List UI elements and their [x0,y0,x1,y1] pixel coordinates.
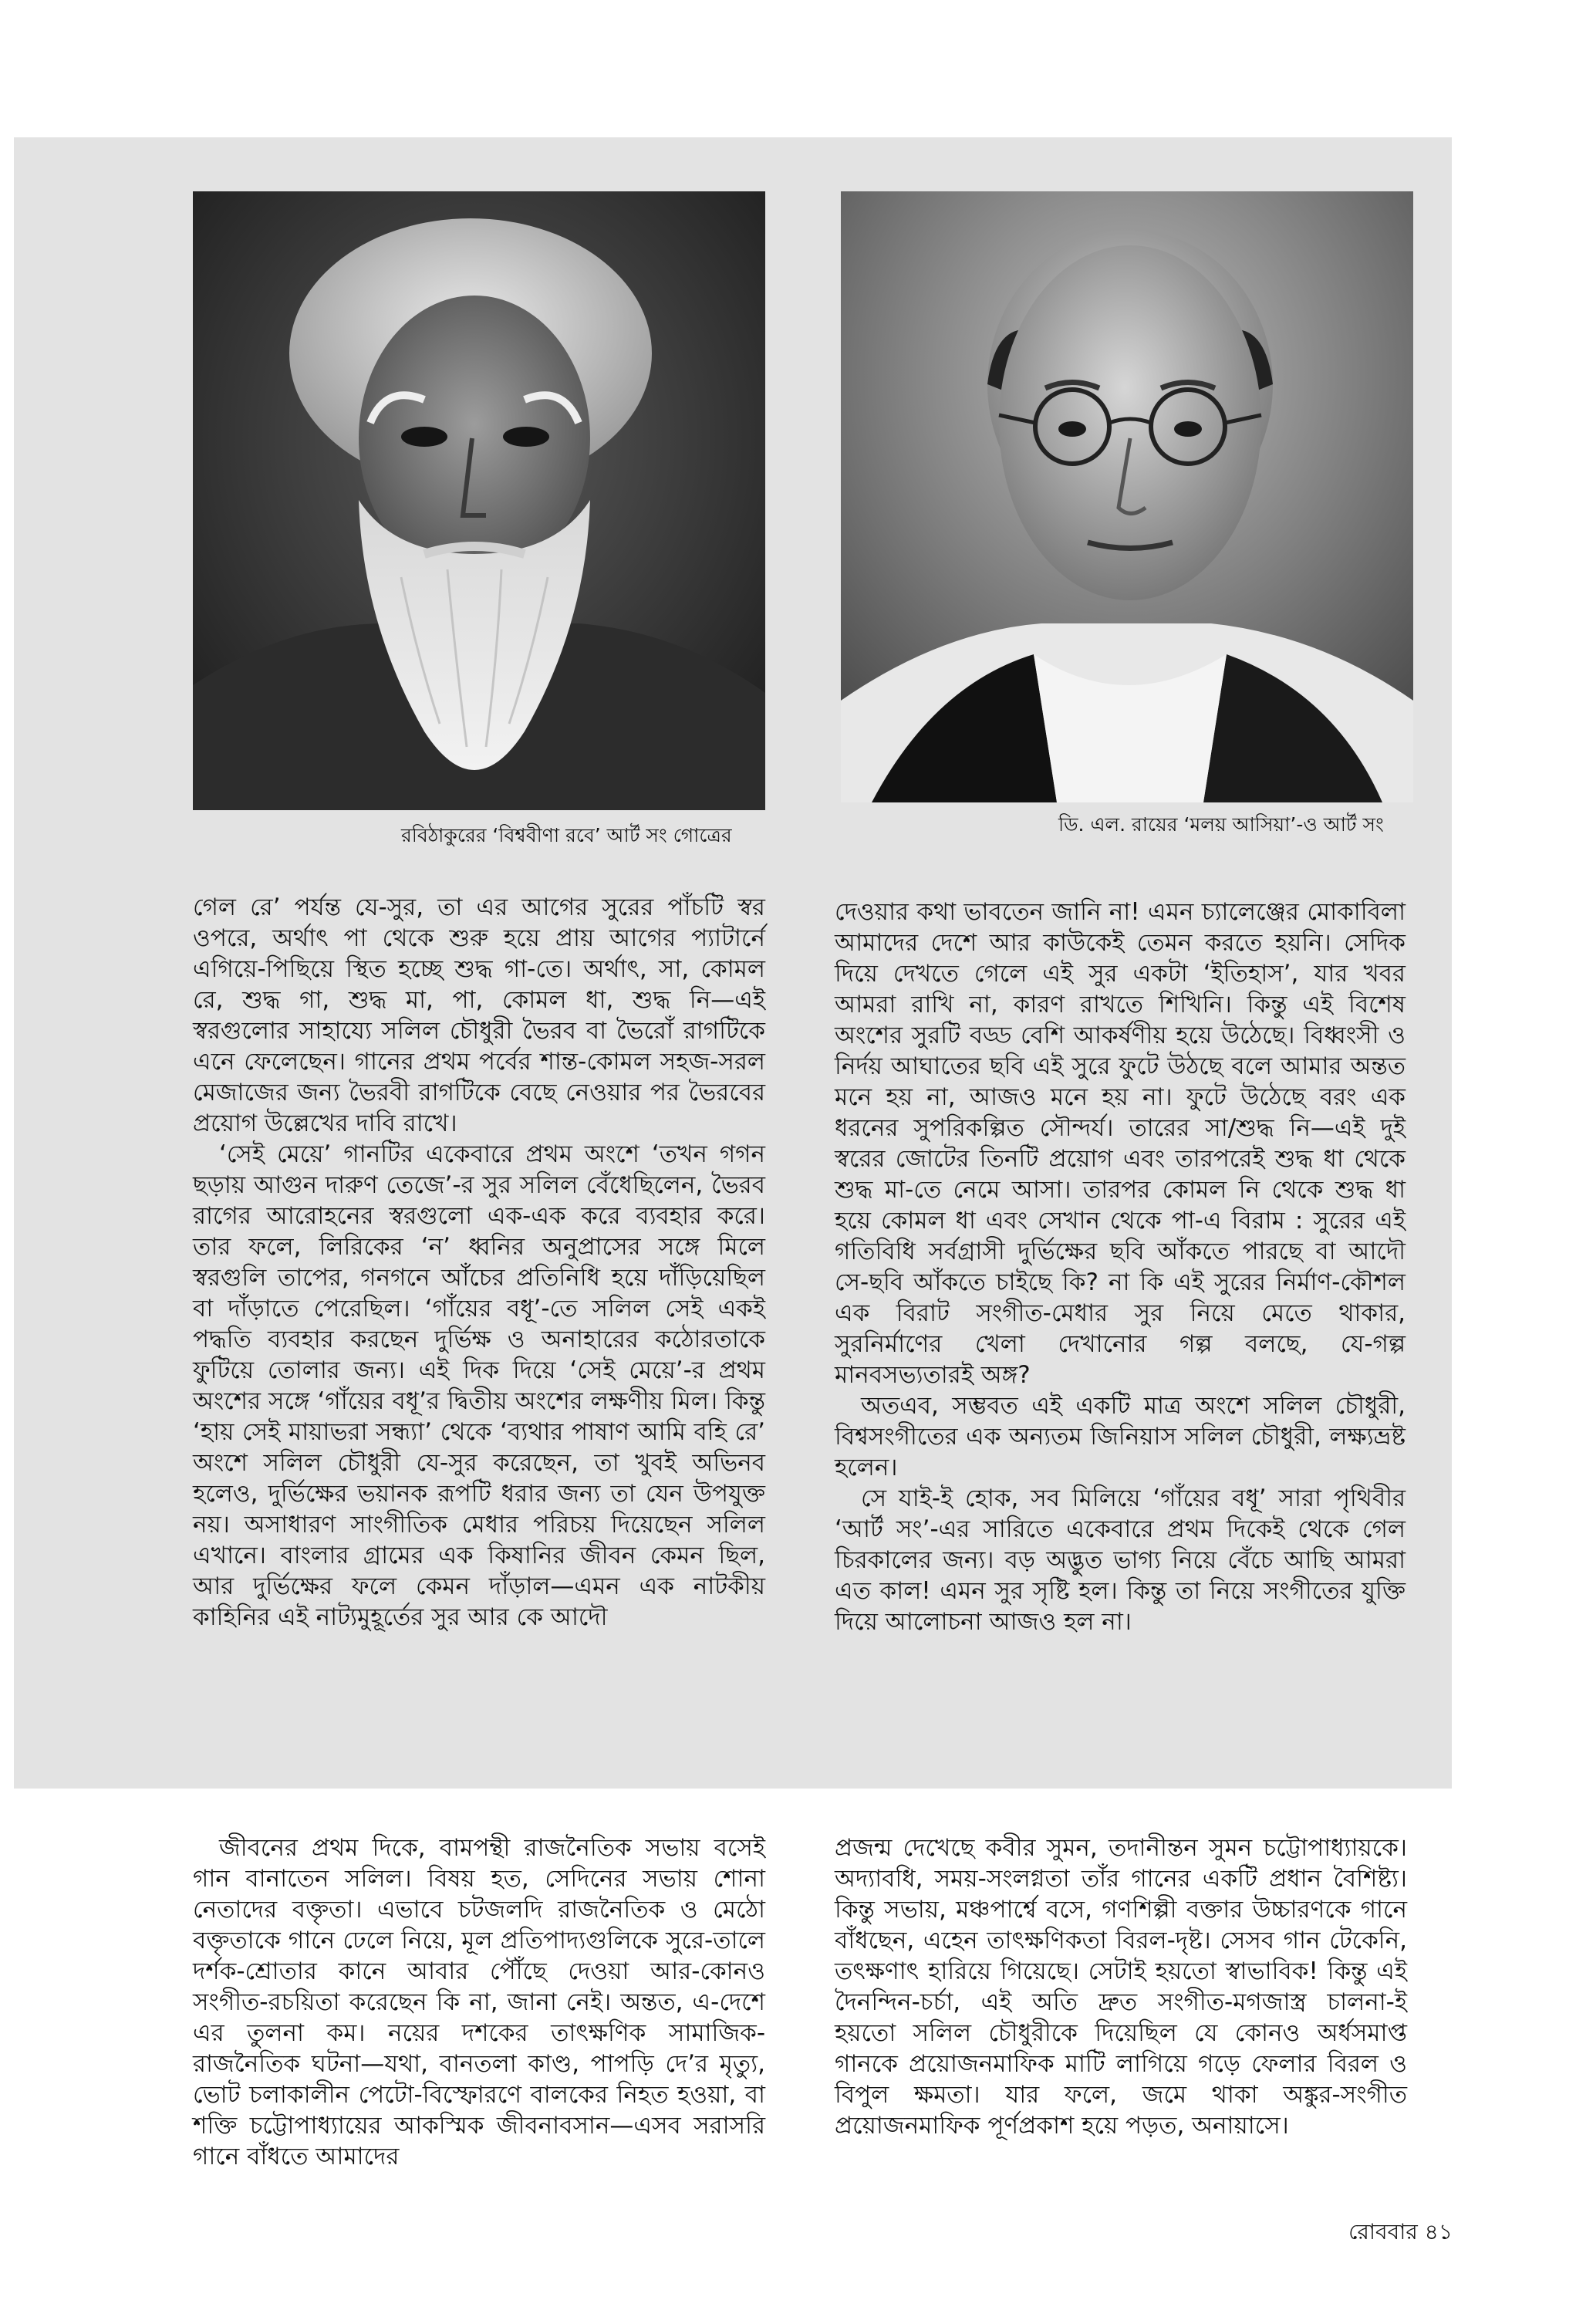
portrait-photo-right [841,191,1413,802]
paragraph: সে যাই-ই হোক, সব মিলিয়ে ‘গাঁয়ের বধূ’ সারা পৃথিবীর ‘আর্ট সং’-এর সারিতে একেবারে প্রথম দিকেই থেকে গেল চিরকালের জন্য। বড় অদ্ভুত ভাগ্য নিয়ে বেঁচে আছি আমরা এত কাল! এমন সুর সৃষ্টি হল। কিন্তু তা নিয়ে সংগীতের যুক্তি দিয়ে আলোচনা আজও হল না। [835,1485,1406,1636]
magazine-name: রোববার [1348,2219,1418,2245]
photo-caption-right: ডি. এল. রায়ের ‘মলয় আসিয়া’-ও আর্ট সং [1058,813,1384,836]
paragraph: জীবনের প্রথম দিকে, বামপন্থী রাজনৈতিক সভায় বসেই গান বানাতেন সলিল। বিষয় হত, সেদিনের সভায় শোনা নেতাদের বক্তৃতা। এভাবে চটজলদি রাজনৈতিক ও মেঠো বক্তৃতাকে গানে ঢেলে নিয়ে, মূল প্রতিপাদ্যগুলিকে সুরে-তালে দর্শক-শ্রোতার কানে আবার পৌঁছে দেওয়া আর-কোনও সংগীত-রচয়িতা করেছেন কি না, জানা নেই। অন্তত, এ-দেশে এর তুলনা কম। নয়ের দশকের তাৎক্ষণিক সামাজিক-রাজনৈতিক ঘটনা—যথা, বানতলা কাণ্ড, পাপড়ি দে’র মৃত্যু, ভোট চলাকালীন পেটো-বিস্ফোরণে বালকের নিহত হওয়া, বা শক্তি চট্টোপাধ্যায়ের আকস্মিক জীবনাবসান—এসব সরাসরি গানে বাঁধতে আমাদের [193,1834,765,2170]
page-number: ৪১ [1424,2219,1453,2245]
portrait-photo-left [193,191,765,810]
paragraph: অতএব, সম্ভবত এই একটি মাত্র অংশে সলিল চৌধুরী, বিশ্বসংগীতের এক অন্যতম জিনিয়াস সলিল চৌধুরী, লক্ষ্যভ্রষ্ট হলেন। [835,1392,1406,1481]
page-footer [1348,2219,1453,2245]
portrait-illustration-right [841,191,1413,802]
article-column-grey-left [193,892,765,1633]
paragraph: দেওয়ার কথা ভাবতেন জানি না! এমন চ্যালেঞ্জের মোকাবিলা আমাদের দেশে আর কাউকেই তেমন করতে হয়নি। সেদিক দিয়ে দেখতে গেলে এই সুর একটা ‘ইতিহাস’, যার খবর আমরা রাখি না, কারণ রাখতে শিখিনি। কিন্তু এই বিশেষ অংশের সুরটি বড্ড বেশি আকর্ষণীয় হয়ে উঠেছে। বিধ্বংসী ও নির্দয় আঘাতের ছবি এই সুরে ফুটে উঠছে বলে আমার অন্তত মনে হয় না, আজও মনে হয় না। ফুটে উঠেছে বরং এক ধরনের সুপরিকল্পিত সৌন্দর্য। তারের সা/শুদ্ধ নি—এই দুই স্বরের জোটের তিনটি প্রয়োগ এবং তারপরেই শুদ্ধ ধা থেকে শুদ্ধ মা-তে নেমে আসা। তারপর কোমল নি থেকে শুদ্ধ ধা হয়ে কোমল ধা এবং সেখান থেকে পা-এ বিরাম : সুরের এই গতিবিধি সর্বগ্রাসী দুর্ভিক্ষের ছবি আঁকতে পারছে বা আদৌ সে-ছবি আঁকতে চাইছে কি? না কি এই সুরের নির্মাণ-কৌশল এক বিরাট সংগীত-মেধার সুর নিয়ে মেতে থাকার, সুরনির্মাণের খেলা দেখানোর গল্প বলছে, যে-গল্প মানবসভ্যতারই অঙ্গ? [835,898,1406,1389]
paragraph: প্রজন্ম দেখেছে কবীর সুমন, তদানীন্তন সুমন চট্টোপাধ্যায়কে। অদ্যাবধি, সময়-সংলগ্নতা তাঁর গানের একটি প্রধান বৈশিষ্ট্য। কিন্তু সভায়, মঞ্চপার্শ্বে বসে, গণশিল্পী বক্তার উচ্চারণকে গানে বাঁধছেন, এহেন তাৎক্ষণিকতা বিরল-দৃষ্ট। সেসব গান টেকেনি, তৎক্ষণাৎ হারিয়ে গিয়েছে। সেটাই হয়তো স্বাভাবিক! কিন্তু এই দৈনন্দিন-চর্চা, এই অতি দ্রুত সংগীত-মগজাস্ত্র চালনা-ই হয়তো সলিল চৌধুরীকে দিয়েছিল যে কোনও অর্ধসমাপ্ত গানকে প্রয়োজনমাফিক মাটি লাগিয়ে গড়ে ফেলার বিরল ও বিপুল ক্ষমতা। যার ফলে, জমে থাকা অঙ্কুর-সংগীত প্রয়োজনমাফিক পূর্ণপ্রকাশ হয়ে পড়ত, অনায়াসে। [835,1834,1407,2140]
article-column-bottom-left [193,1833,765,2172]
article-column-grey-right [835,897,1406,1637]
photo-caption-left: রবিঠাকুরের ‘বিশ্ববীণা রবে’ আর্ট সং গোত্রের [401,824,732,846]
portrait-illustration-left [193,191,765,810]
paragraph: গেল রে’ পর্যন্ত যে-সুর, তা এর আগের সুরের পাঁচটি স্বর ওপরে, অর্থাৎ পা থেকে শুরু হয়ে প্রায় আগের প্যাটার্নে এগিয়ে-পিছিয়ে স্থিত হচ্ছে শুদ্ধ গা-তে। অর্থাৎ, সা, কোমল রে, শুদ্ধ গা, শুদ্ধ মা, পা, কোমল ধা, শুদ্ধ নি—এই স্বরগুলোর সাহায্যে সলিল চৌধুরী ভৈরব বা ভৈরোঁ রাগটিকে এনে ফেলেছেন। গানের প্রথম পর্বের শান্ত-কোমল সহজ-সরল মেজাজের জন্য ভৈরবী রাগটিকে বেছে নেওয়ার পর ভৈরবের প্রয়োগ উল্লেখের দাবি রাখে। [193,893,765,1137]
article-column-bottom-right [835,1833,1407,2141]
paragraph: ‘সেই মেয়ে’ গানটির একেবারে প্রথম অংশে ‘তখন গগন ছড়ায় আগুন দারুণ তেজে’-র সুর সলিল বেঁধেছিলেন, ভৈরব রাগের আরোহনের স্বরগুলো এক-এক করে ব্যবহার করে। তার ফলে, লিরিকের ‘ন’ ধ্বনির অনুপ্রাসের সঙ্গে মিলে স্বরগুলি তাপের, গনগনে আঁচের প্রতিনিধি হয়ে দাঁড়িয়েছিল বা দাঁড়াতে পেরেছিল। ‘গাঁয়ের বধূ’-তে সলিল সেই একই পদ্ধতি ব্যবহার করছেন দুর্ভিক্ষ ও অনাহারের কঠোরতাকে ফুটিয়ে তোলার জন্য। এই দিক দিয়ে ‘সেই মেয়ে’-র প্রথম অংশের সঙ্গে ‘গাঁয়ের বধূ’র দ্বিতীয় অংশের লক্ষণীয় মিল। কিন্তু ‘হায় সেই মায়াভরা সন্ধ্যা’ থেকে ‘ব্যথার পাষাণ আমি বহি রে’ অংশে সলিল চৌধুরী যে-সুর করেছেন, তা খুবই অভিনব হলেও, দুর্ভিক্ষের ভয়ানক রূপটি ধরার জন্য তা যেন উপযুক্ত নয়। অসাধারণ সাংগীতিক মেধার পরিচয় দিয়েছেন সলিল এখানে। বাংলার গ্রামের এক কিষানির জীবন কেমন ছিল, আর দুর্ভিক্ষের ফলে কেমন দাঁড়াল—এমন এক নাটকীয় কাহিনির এই নাট্যমুহূর্তের সুর আর কে আদৌ [193,1140,765,1631]
